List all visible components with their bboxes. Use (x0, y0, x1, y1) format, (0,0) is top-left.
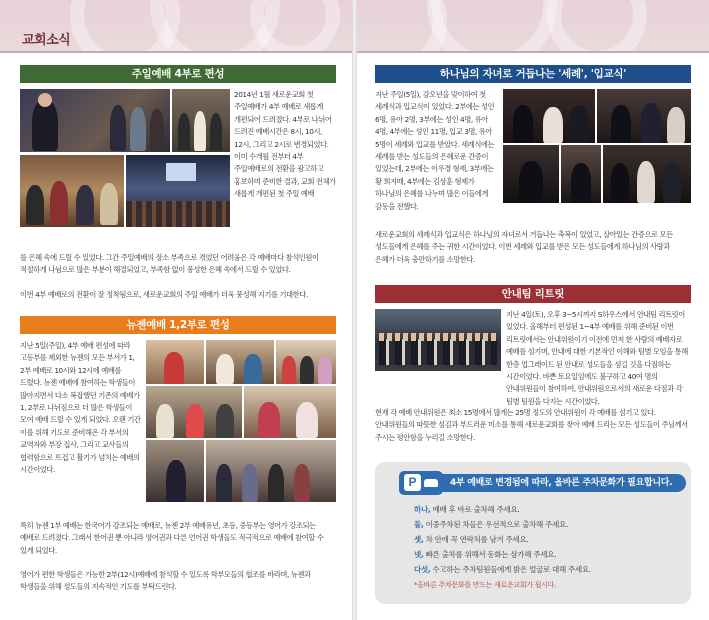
parking-item-text: 수고하는 주차팀원들에게 밝은 얼굴로 대해 주세요. (432, 565, 591, 574)
baptism-photo-1 (503, 89, 595, 143)
baptism-text-wrap: 지난 주일(5일), 감오년을 맞이하여 첫 세례식과 입교식이 있었다. 2부에는 성인 6명, 유아 2명, 3부에는 성인 4명, 유아 4명, 4부에는 성인 11명, 입교 3명, 유아 5명이 세례와 입교를 받았다. 세례식에는 세례를 받는 성도들의 은혜로운 간증이 있었는데, 2부에는 이우경 형제, 3부에는 황 희지매, 4부에는 김상훈 형제가 하나님의 은혜를 나누며 많은 이들에게 감동을 전했다. (375, 90, 495, 211)
section-title: 교회소식 (22, 33, 71, 48)
baptism-photo-3 (503, 145, 559, 203)
parking-notice-title: 4부 예배로 변경됨에 따라, 올바른 주차문화가 필요합니다. (436, 474, 686, 492)
youth-photo-4 (146, 386, 242, 438)
sanctuary-photo (126, 155, 230, 227)
baptism-header: 하나님의 자녀로 거듭나는 '세례', '입교식' (375, 65, 691, 83)
baptism-photo-4 (561, 145, 601, 203)
header-rule-right (357, 51, 709, 53)
parking-item-text: 빠른 출차를 위해서 동화는 삼가해 주세요. (425, 550, 557, 559)
parking-item-5 (414, 564, 591, 575)
youth-photo-1 (146, 340, 204, 384)
parking-item-text: 차 안에 꼭 연락처를 남겨 주세요. (425, 535, 529, 544)
youth-photo-2 (206, 340, 274, 384)
youth-photo-3 (276, 340, 336, 384)
youth-photo-5 (244, 386, 336, 438)
youth-photo-7 (206, 440, 336, 502)
worship-header: 주일예배 4부로 편성 (20, 65, 336, 83)
pastor-photo (20, 89, 170, 152)
choir-photo (172, 89, 230, 152)
retreat-group-photo (375, 309, 501, 371)
parking-item-key: 넷, (414, 550, 424, 559)
parking-item-key: 하나, (414, 505, 431, 514)
baptism-photo-5 (603, 145, 691, 203)
header-band-right (357, 0, 709, 52)
parking-item-text: 예배 후 바로 출차해 주세요. (432, 505, 520, 514)
worship-text-end: 이번 4부 예배로의 전환이 잘 정착됨으로, 새로운교회의 주일 예배가 더욱 풍성해 지기를 기대한다. (20, 290, 308, 299)
congregation-photo (20, 155, 124, 227)
parking-item-1 (414, 504, 519, 515)
youth-header: 뉴젠예배 1,2부로 편성 (20, 316, 336, 334)
youth-photo-6 (146, 440, 204, 502)
header-rule (0, 51, 352, 53)
parking-item-key: 다섯, (414, 565, 431, 574)
youth-text-wrap: 지난 5일(주일), 4부 예배 편성에 따라 고등부를 제외한 뉴젠의 모든 부서가 1, 2부 예배로 10시와 12시에 예배를 드렸다. 뉴젠 예배에 참여하는 학생들이 많아지면서 다소 복잡했던 기존의 예배가 1, 2부로 나뉘짐으로 더 많은 학생들이 모여 예배 드릴 수 있게 되었다. 오랜 기간 이를 위해 기도로 준비해온 각 부서의 교역자와 부장 집사, 그리고 교사들의 협력함으로 뜨겁고 활기가 넘치는 예배의 시간이었다. (20, 341, 141, 475)
baptism-photo-2 (597, 89, 691, 143)
parking-item-key: 셋, (414, 535, 424, 544)
parking-footer: *올바른 주차문화를 만드는 새로운교회가 됩시다. (414, 581, 557, 589)
baptism-text: 새로운교회의 세례식과 입교식은 하나님의 자녀로서 거듭나는 축복이 있었고, 살아있는 간증으로 모든 성도들에게 은혜를 주는 귀한 시간이었다. 이번 세례와 입교를 받은 모든 성도들에게 하나님의 사랑과 은혜가 더욱 충만하기를 소망한다. (375, 230, 673, 264)
parking-item-text: 이중주차된 차들은 우선적으로 출차해 주세요. (425, 520, 568, 529)
youth-text: 특히 뉴젠 1부 예배는 한국어가 강조되는 예배로, 뉴젠 2부 예배유년, 초등, 중등부는 영어가 강조되는 예배로 드려졌다. 그래서 한어권 뿐 아니라 영어권과 다른 언어권 학생들도 적극적으로 예배에 참여할 수 있게 되었다. (20, 521, 324, 555)
worship-text: 를 은혜 속에 드릴 수 있었다. 그간 주일예배의 장소 부족으로 겪었던 어려움은 각 예배마다 참석인원이 적절하게 나뉨으로 많은 부분이 해결되었고, 부족함 없이 풍성한 은혜 속에서 드릴 수 있었다. (20, 253, 319, 275)
retreat-text: 현재 각 예배 안내위원은 최소 15명에서 많게는 25명 정도의 안내위원이 각 예배를 섬기고 있다. 안내위원들의 따뜻한 섬김과 부드러운 미소를 통해 새로운교회를 찾아 예배 드리는 모든 성도들이 주님께서 주시는 평안함을 누리길 소망한다. (375, 408, 688, 442)
parking-icon (399, 471, 443, 495)
youth-text-end: 영어가 편한 학생들은 가능한 2부(12시)예배에 참석할 수 있도록 학부모들의 협조를 바라며, 뉴젠과 학생들을 위해 성도들의 지속적인 기도를 부탁드린다. (20, 570, 311, 592)
left-page (0, 0, 352, 620)
parking-item-4 (414, 549, 556, 560)
parking-item-2 (414, 519, 568, 530)
car-icon (424, 479, 438, 487)
worship-text-wrap: 2014년 1월 새로운교회 첫 주일예배가 4부 예배로 새롭게 개편되어 드려졌다. 4부로 나뉘어 드려진 예배시간은 8시, 10시, 12시, 그리고 2시로 변경되었다. 이미 수개월 전부터 4부 주일예배로의 전환을 광고하고 홍보하며 준비한 결과, 교회 전체가 새롭게 개편된 첫 주일 예배 (234, 90, 336, 199)
parking-item-key: 둘, (414, 520, 424, 529)
parking-item-3 (414, 534, 528, 545)
parking-p-icon: P (404, 474, 421, 491)
retreat-header: 안내팀 리트릿 (375, 285, 691, 303)
retreat-text-wrap: 지난 4일(토), 오후 3~5시까지 S하우스에서 안내팀 리트릿이 있었다. 올해부터 편성된 1~4부 예배를 위해 준비된 이번 리트릿에서는 안내위원이기 이전에 먼저 한 사람의 예배자로 예배를 섬기며, 안내에 대한 기본적인 이해와 팀별 모임을 통해 한층 업그레이드 된 안내로 성도들을 섬길 것을 다짐하는 시간이었다. 바쁜 토요일임에도 불구하고 40여 명의 안내위원들이 참여하여, 안내위원으로서의 새로운 다짐과 각 팀별 팀원을 다지는 시간이었다. (506, 310, 688, 406)
